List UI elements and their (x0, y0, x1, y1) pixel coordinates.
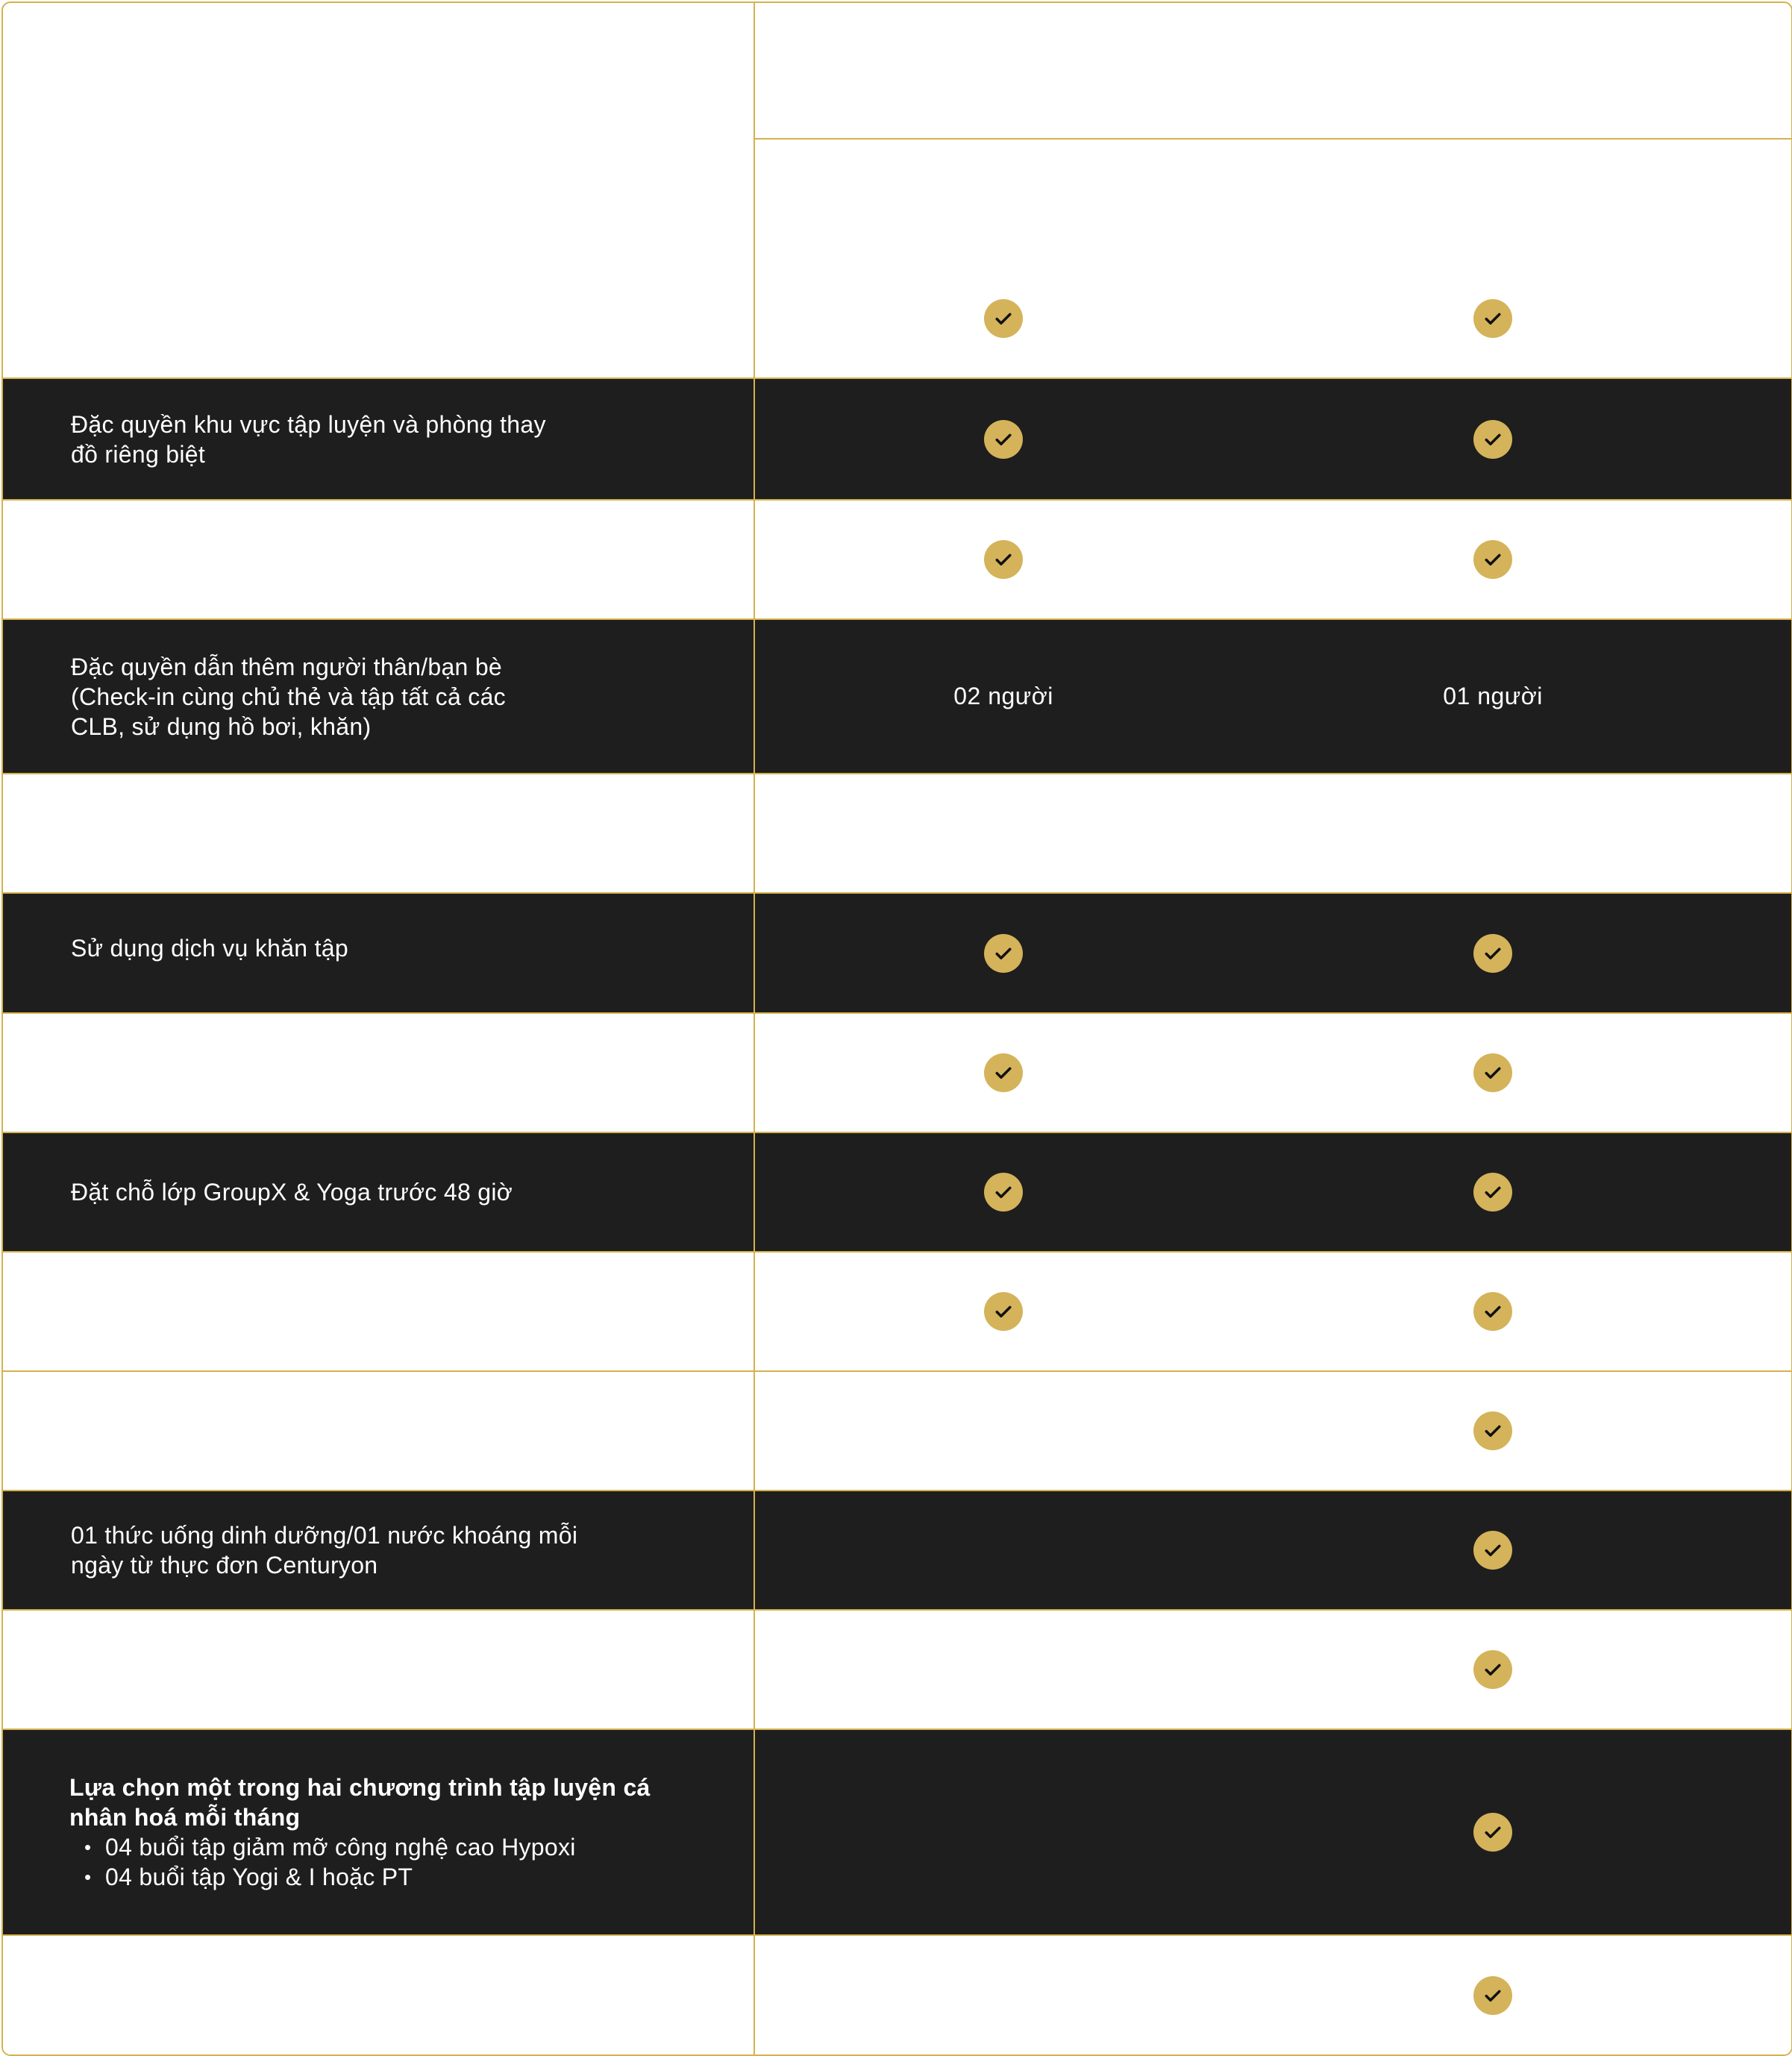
feature-title: Lựa chọn một trong hai chương trình tập luyện cá nhân hoá mỗi tháng (69, 1774, 651, 1831)
header-subdivider (755, 138, 1791, 140)
table-row (3, 894, 1791, 1014)
membership-comparison-table (1, 1, 1792, 2056)
feature-label (71, 1611, 668, 1729)
column-divider (754, 894, 755, 1012)
column-divider (754, 379, 755, 499)
check-circle-icon (984, 1053, 1023, 1092)
table-row (3, 501, 1791, 620)
table-row (3, 1936, 1791, 2055)
table-row (3, 620, 1791, 774)
column-divider (754, 501, 755, 618)
column-divider (754, 1372, 755, 1490)
table-row (3, 1372, 1791, 1491)
table-row (3, 1014, 1791, 1133)
table-row (3, 1730, 1791, 1936)
feature-label: 01 thức uống dinh dưỡng/01 nước khoáng mỗi ngày từ thực đơn Centuryon (71, 1522, 578, 1579)
guest-count-value: 01 người (1443, 683, 1543, 709)
column-divider (754, 774, 755, 892)
feature-label (71, 1372, 668, 1490)
check-circle-icon (1473, 1292, 1512, 1331)
check-circle-icon (1473, 420, 1512, 459)
column-divider (754, 620, 755, 773)
table-row (3, 1611, 1791, 1730)
column-divider (754, 1611, 755, 1729)
table-row (3, 259, 1791, 379)
list-item: • 04 buổi tập giảm mỡ công nghệ cao Hypoxi (69, 1832, 711, 1862)
column-divider (754, 1491, 755, 1609)
check-circle-icon (1473, 1650, 1512, 1689)
table-row (3, 1133, 1791, 1253)
column-divider (754, 1014, 755, 1132)
feature-label: Đặt chỗ lớp GroupX & Yoga trước 48 giờ (71, 1179, 513, 1206)
feature-label: Đặc quyền khu vực tập luyện và phòng thay đồ riêng biệt (71, 410, 546, 468)
list-item: • 04 buổi tập Yogi & I hoặc PT (69, 1862, 711, 1892)
program-options-list (69, 1832, 711, 1892)
check-circle-icon (1473, 1813, 1512, 1852)
check-circle-icon (1473, 1173, 1512, 1212)
feature-label (71, 1014, 668, 1132)
feature-label (71, 1936, 668, 2055)
column-divider (754, 1730, 755, 1934)
table-row (3, 379, 1791, 501)
check-circle-icon (1473, 1411, 1512, 1450)
table-header (3, 3, 1791, 260)
check-circle-icon (1473, 1531, 1512, 1570)
column-divider (754, 259, 755, 377)
check-circle-icon (1473, 299, 1512, 338)
feature-label: Đặc quyền dẫn thêm người thân/bạn bè (Check-in cùng chủ thẻ và tập tất cả các CLB, sử dụng hồ bơi, khăn) (71, 653, 506, 740)
column-divider (754, 1253, 755, 1370)
check-circle-icon (1473, 540, 1512, 579)
column-divider (754, 1936, 755, 2055)
check-circle-icon (1473, 1976, 1512, 2015)
feature-label (71, 774, 668, 892)
check-circle-icon (984, 420, 1023, 459)
check-circle-icon (984, 1292, 1023, 1331)
check-circle-icon (1473, 1053, 1512, 1092)
feature-label (71, 501, 668, 618)
table-row (3, 774, 1791, 894)
feature-label: Sử dụng dịch vụ khăn tập (71, 935, 348, 962)
table-row (3, 1491, 1791, 1611)
check-circle-icon (984, 1173, 1023, 1212)
column-divider (754, 1133, 755, 1251)
feature-label (71, 259, 668, 377)
column-divider (754, 3, 755, 259)
feature-label (71, 1253, 668, 1370)
check-circle-icon (1473, 934, 1512, 973)
check-circle-icon (984, 934, 1023, 973)
check-circle-icon (984, 299, 1023, 338)
feature-label (69, 1730, 711, 1934)
guest-count-value: 02 người (953, 683, 1053, 709)
table-row (3, 1253, 1791, 1372)
check-circle-icon (984, 540, 1023, 579)
